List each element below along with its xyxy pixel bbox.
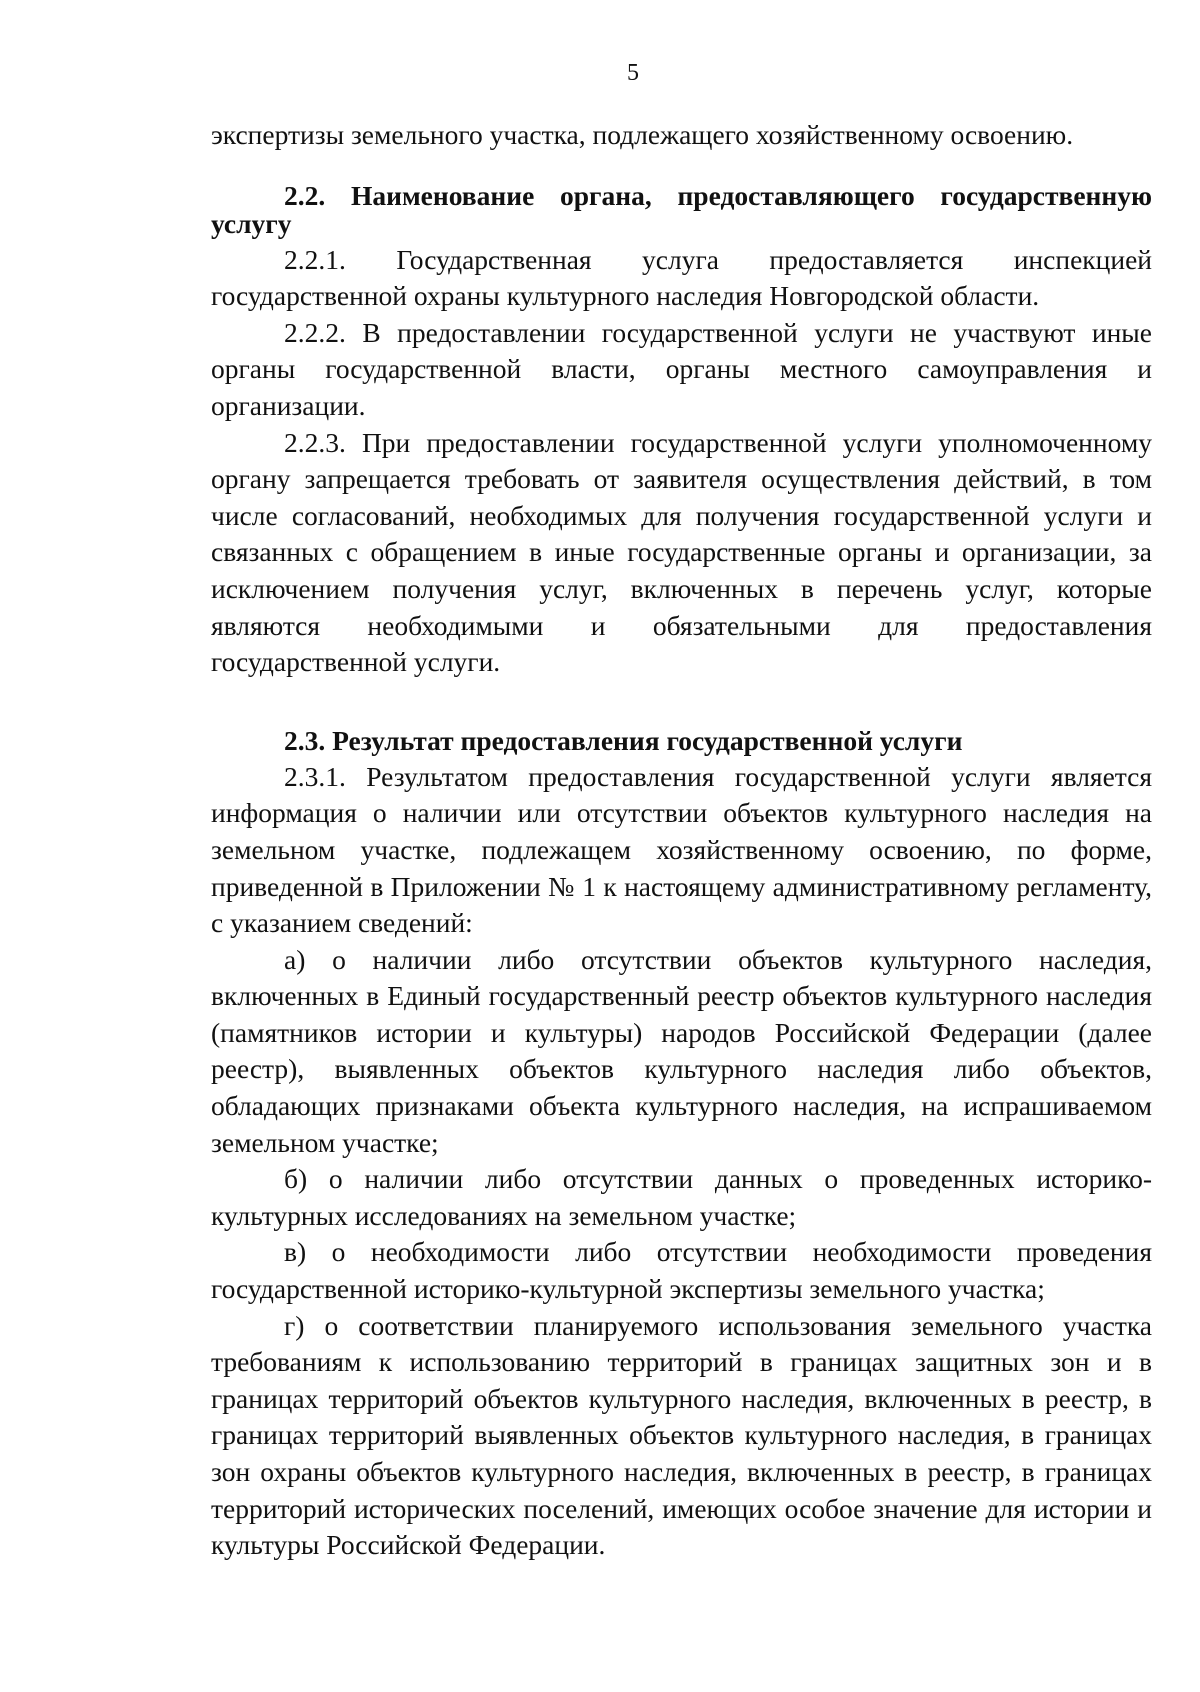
list-item-a: а) о наличии либо отсутствии объектов культурного наследия, включенных в Единый государственный реестр объектов культурного наследия (памятников истории и культуры) народов Российской Федерации (далее реестр), выявленных объектов культурного наследия либо объектов, обладающих признаками объекта культурного наследия, на испрашиваемом земельном участке; (211, 943, 1152, 1158)
list-item-g: г) о соответствии планируемого использования земельного участка требованиям к использованию территорий в границах защитных зон и в границах территорий объектов культурного наследия, включенных в реестр, в границах территорий выявленных объектов культурного наследия, в границах зон охраны объектов культурного наследия, включенных в реестр, в границах территорий исторических поселений, имеющих особое значение для истории и культуры Российской Федерации. (211, 1309, 1152, 1561)
section-heading-2-2: 2.2. Наименование органа, предоставляющего государственную услугу (211, 179, 1152, 239)
list-item-v: в) о необходимости либо отсутствии необходимости проведения государственной историко-культурной экспертизы земельного участка; (211, 1236, 1152, 1305)
paragraph-2-3-1: 2.3.1. Результатом предоставления государственной услуги является информация о наличии или отсутствии объектов культурного наследия на земельном участке, подлежащем хозяйственному освоению, по форме, приведенной в Приложении № 1 к настоящему административному регламенту, с указанием сведений: (211, 760, 1152, 939)
section-heading-2-3: 2.3. Результат предоставления государственной услуги (284, 724, 963, 756)
paragraph-2-2-1: 2.2.1. Государственная услуга предоставляется инспекцией государственной охраны культурного наследия Новгородской области. (211, 243, 1152, 312)
document-body (211, 117, 1152, 1564)
paragraph-continuation: экспертизы земельного участка, подлежащего хозяйственному освоению. (211, 119, 1074, 150)
page-number: 5 (627, 60, 639, 86)
paragraph-2-2-3: 2.2.3. При предоставлении государственной услуги уполномоченному органу запрещается требовать от заявителя осуществления действий, в том числе согласований, необходимых для получения государственной услуги и связанных с обращением в иные государственные органы и организации, за исключением получения услуг, включенных в перечень услуг, которые являются необходимыми и обязательными для предоставления государственной услуги. (211, 426, 1152, 678)
paragraph-2-2-2: 2.2.2. В предоставлении государственной услуги не участвуют иные органы государственной власти, органы местного самоуправления и организации. (211, 316, 1152, 421)
list-item-b: б) о наличии либо отсутствии данных о проведенных историко-культурных исследованиях на земельном участке; (211, 1163, 1152, 1231)
